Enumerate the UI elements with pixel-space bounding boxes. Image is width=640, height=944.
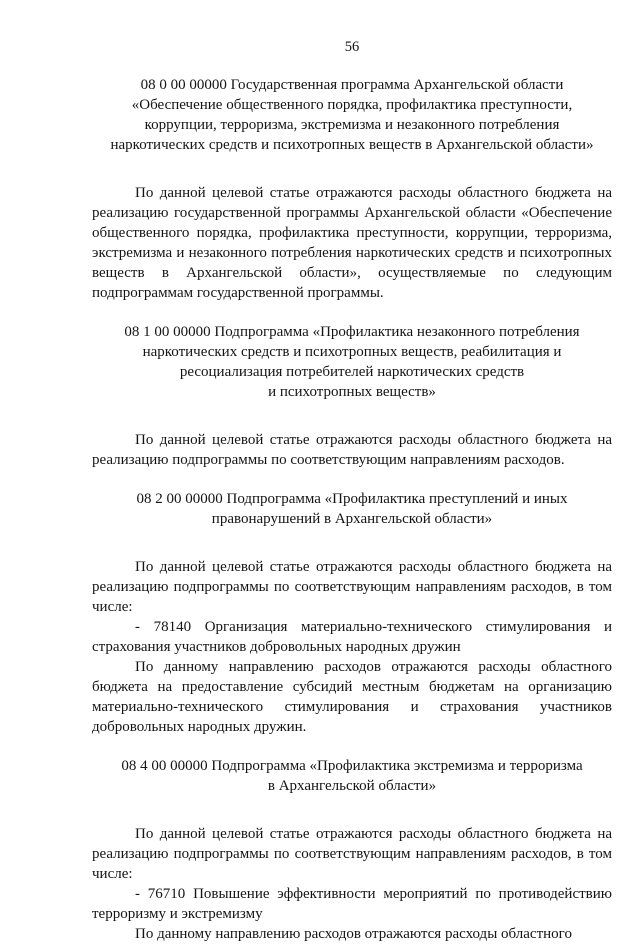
- section-heading-subprogram-1: [92, 322, 612, 402]
- heading-line: наркотических средств и психотропных веществ в Архангельской области»: [110, 137, 594, 153]
- section-heading-subprogram-2: [92, 489, 612, 529]
- heading-line: коррупции, терроризма, экстремизма и незаконного потребления: [144, 117, 560, 133]
- heading-line: «Обеспечение общественного порядка, профилактика преступности,: [131, 97, 573, 113]
- page-number: 56: [344, 39, 360, 55]
- heading-line: 08 0 00 00000 Государственная программа Архангельской области: [140, 77, 564, 93]
- heading-line: и психотропных веществ»: [268, 384, 436, 400]
- expense-item-description: По данному направлению расходов отражаются расходы областного бюджета на предоставление субсидий местным бюджетам на организацию материально-технического стимулирования и страхования участников добровольных народных дружин.: [92, 659, 612, 735]
- section-paragraph: По данной целевой статье отражаются расходы областного бюджета на реализацию государственной программы Архангельской области «Обеспечение общественного порядка, профилактика преступности, коррупции, терроризма, экстремизма и незаконного потребления наркотических средств и психотропных веществ в Архангельской области», осуществляемые по следующим подпрограммам государственной программы.: [92, 185, 612, 301]
- section-heading-program: [92, 75, 612, 155]
- section-paragraph: По данной целевой статье отражаются расходы областного бюджета на реализацию подпрограммы по соответствующим направлениям расходов, в том числе:: [92, 826, 612, 882]
- heading-line: 08 4 00 00000 Подпрограмма «Профилактика экстремизма и терроризма: [121, 758, 583, 774]
- expense-item: - 76710 Повышение эффективности мероприятий по противодействию терроризму и экстремизму: [92, 886, 612, 922]
- section-paragraph: По данной целевой статье отражаются расходы областного бюджета на реализацию подпрограммы по соответствующим направлениям расходов, в том числе:: [92, 559, 612, 615]
- expense-item-description: По данному направлению расходов отражаются расходы областного: [135, 926, 572, 942]
- heading-line: в Архангельской области»: [267, 778, 437, 794]
- heading-line: ресоциализация потребителей наркотических средств: [179, 364, 525, 380]
- heading-line: 08 1 00 00000 Подпрограмма «Профилактика незаконного потребления: [124, 324, 580, 340]
- section-heading-subprogram-4: [92, 756, 612, 796]
- heading-line: правонарушений в Архангельской области»: [211, 511, 493, 527]
- heading-line: 08 2 00 00000 Подпрограмма «Профилактика преступлений и иных: [136, 491, 568, 507]
- expense-item: - 78140 Организация материально-технического стимулирования и страхования участников добровольных народных дружин: [92, 619, 612, 655]
- heading-line: наркотических средств и психотропных веществ, реабилитация и: [142, 344, 562, 360]
- section-paragraph: По данной целевой статье отражаются расходы областного бюджета на реализацию подпрограммы по соответствующим направлениям расходов.: [92, 432, 612, 468]
